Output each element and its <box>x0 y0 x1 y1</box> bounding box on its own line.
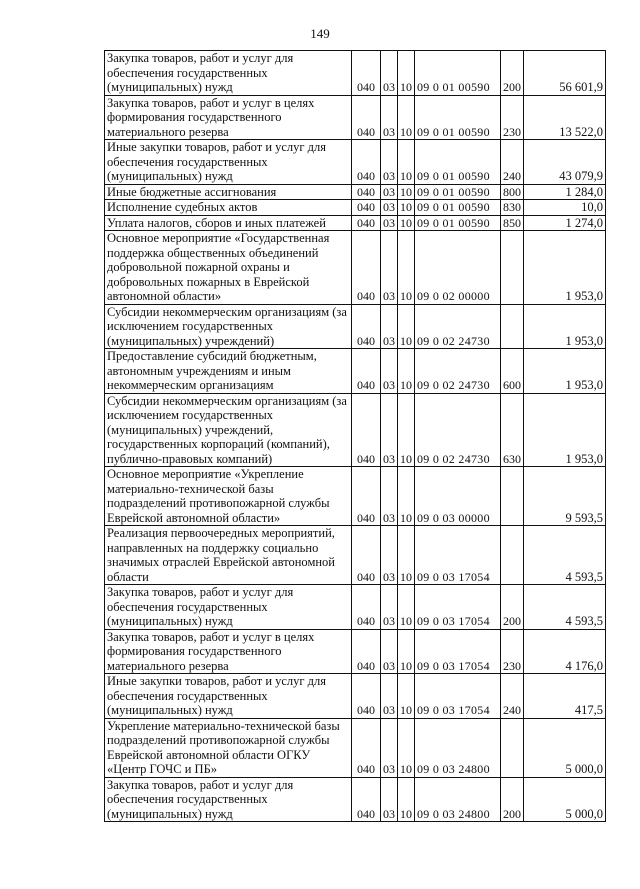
code-subsection: 10 <box>398 467 415 526</box>
page-number: 149 <box>310 26 330 41</box>
code-expense-type <box>501 718 524 777</box>
table-row <box>105 95 606 140</box>
code-target-article: 09 0 03 24800 <box>415 718 501 777</box>
amount: 1 953,0 <box>524 304 606 349</box>
code-grbs: 040 <box>352 51 381 96</box>
item-name: Субсидии некоммерческим организациям (за исключением государственных (муниципальных) учреждений) <box>105 304 352 349</box>
code-expense-type: 800 <box>501 184 524 200</box>
amount: 10,0 <box>524 200 606 216</box>
code-grbs: 040 <box>352 777 381 822</box>
code-target-article: 09 0 01 00590 <box>415 215 501 231</box>
item-name: Иные закупки товаров, работ и услуг для обеспечения государственных (муниципальных) нужд <box>105 140 352 185</box>
code-expense-type <box>501 304 524 349</box>
amount: 4 176,0 <box>524 629 606 674</box>
table-row <box>105 304 606 349</box>
item-name: Иные закупки товаров, работ и услуг для обеспечения государственных (муниципальных) нужд <box>105 674 352 719</box>
table-row <box>105 777 606 822</box>
code-grbs: 040 <box>352 629 381 674</box>
item-name: Закупка товаров, работ и услуг в целях формирования государственного материального резерва <box>105 629 352 674</box>
code-grbs: 040 <box>352 231 381 305</box>
amount: 43 079,9 <box>524 140 606 185</box>
code-target-article: 09 0 01 00590 <box>415 95 501 140</box>
amount: 1 953,0 <box>524 393 606 467</box>
amount: 1 953,0 <box>524 349 606 394</box>
code-section: 03 <box>381 304 398 349</box>
code-subsection: 10 <box>398 674 415 719</box>
table-row <box>105 349 606 394</box>
item-name: Укрепление материально-технической базы подразделений противопожарной службы Еврейской автономной области ОГКУ «Центр ГОЧС и ПБ» <box>105 718 352 777</box>
code-grbs: 040 <box>352 393 381 467</box>
code-target-article: 09 0 03 17054 <box>415 674 501 719</box>
code-target-article: 09 0 01 00590 <box>415 184 501 200</box>
amount: 4 593,5 <box>524 526 606 585</box>
code-target-article: 09 0 03 17054 <box>415 526 501 585</box>
code-section: 03 <box>381 200 398 216</box>
code-section: 03 <box>381 467 398 526</box>
table-row <box>105 215 606 231</box>
code-target-article: 09 0 02 24730 <box>415 304 501 349</box>
code-grbs: 040 <box>352 215 381 231</box>
code-target-article: 09 0 02 00000 <box>415 231 501 305</box>
code-subsection: 10 <box>398 777 415 822</box>
code-subsection: 10 <box>398 95 415 140</box>
code-subsection: 10 <box>398 51 415 96</box>
table-row <box>105 140 606 185</box>
code-subsection: 10 <box>398 585 415 630</box>
code-expense-type: 200 <box>501 585 524 630</box>
code-section: 03 <box>381 215 398 231</box>
code-subsection: 10 <box>398 304 415 349</box>
amount: 5 000,0 <box>524 777 606 822</box>
table-row <box>105 629 606 674</box>
code-subsection: 10 <box>398 349 415 394</box>
code-section: 03 <box>381 140 398 185</box>
budget-table <box>104 50 606 822</box>
item-name: Основное мероприятие «Государственная поддержка общественных объединений добровольной пожарной охраны и добровольных пожарных в Еврейской автономной области» <box>105 231 352 305</box>
code-target-article: 09 0 03 17054 <box>415 585 501 630</box>
item-name: Исполнение судебных актов <box>105 200 352 216</box>
code-section: 03 <box>381 349 398 394</box>
code-expense-type <box>501 526 524 585</box>
code-subsection: 10 <box>398 718 415 777</box>
code-section: 03 <box>381 184 398 200</box>
code-target-article: 09 0 01 00590 <box>415 200 501 216</box>
table-row <box>105 467 606 526</box>
item-name: Закупка товаров, работ и услуг для обеспечения государственных (муниципальных) нужд <box>105 585 352 630</box>
code-subsection: 10 <box>398 200 415 216</box>
code-section: 03 <box>381 718 398 777</box>
amount: 1 284,0 <box>524 184 606 200</box>
item-name: Основное мероприятие «Укрепление материально-технической базы подразделений противопожарной службы Еврейской автономной области» <box>105 467 352 526</box>
code-grbs: 040 <box>352 349 381 394</box>
table-body <box>105 51 606 822</box>
table-row <box>105 51 606 96</box>
code-target-article: 09 0 01 00590 <box>415 51 501 96</box>
table-row <box>105 393 606 467</box>
table-row <box>105 231 606 305</box>
code-subsection: 10 <box>398 184 415 200</box>
table-row <box>105 718 606 777</box>
code-expense-type <box>501 231 524 305</box>
amount: 4 593,5 <box>524 585 606 630</box>
amount: 9 593,5 <box>524 467 606 526</box>
code-section: 03 <box>381 777 398 822</box>
item-name: Закупка товаров, работ и услуг в целях формирования государственного материального резерва <box>105 95 352 140</box>
code-expense-type: 200 <box>501 777 524 822</box>
code-section: 03 <box>381 231 398 305</box>
item-name: Субсидии некоммерческим организациям (за исключением государственных (муниципальных) учреждений, государственных корпораций (компаний), публично-правовых компаний) <box>105 393 352 467</box>
code-expense-type: 850 <box>501 215 524 231</box>
code-section: 03 <box>381 629 398 674</box>
code-grbs: 040 <box>352 140 381 185</box>
amount: 13 522,0 <box>524 95 606 140</box>
code-grbs: 040 <box>352 184 381 200</box>
code-grbs: 040 <box>352 585 381 630</box>
item-name: Предоставление субсидий бюджетным, автономным учреждениям и иным некоммерческим организациям <box>105 349 352 394</box>
code-target-article: 09 0 03 17054 <box>415 629 501 674</box>
code-section: 03 <box>381 526 398 585</box>
code-grbs: 040 <box>352 304 381 349</box>
code-expense-type: 200 <box>501 51 524 96</box>
code-section: 03 <box>381 51 398 96</box>
code-target-article: 09 0 03 00000 <box>415 467 501 526</box>
code-grbs: 040 <box>352 95 381 140</box>
code-expense-type: 230 <box>501 629 524 674</box>
code-section: 03 <box>381 393 398 467</box>
table-row <box>105 184 606 200</box>
code-target-article: 09 0 02 24730 <box>415 393 501 467</box>
code-target-article: 09 0 02 24730 <box>415 349 501 394</box>
code-subsection: 10 <box>398 140 415 185</box>
code-grbs: 040 <box>352 674 381 719</box>
code-grbs: 040 <box>352 526 381 585</box>
code-subsection: 10 <box>398 231 415 305</box>
code-target-article: 09 0 01 00590 <box>415 140 501 185</box>
table-row <box>105 585 606 630</box>
code-grbs: 040 <box>352 718 381 777</box>
amount: 56 601,9 <box>524 51 606 96</box>
code-expense-type: 630 <box>501 393 524 467</box>
item-name: Иные бюджетные ассигнования <box>105 184 352 200</box>
code-subsection: 10 <box>398 393 415 467</box>
code-subsection: 10 <box>398 215 415 231</box>
code-expense-type: 600 <box>501 349 524 394</box>
code-grbs: 040 <box>352 200 381 216</box>
code-section: 03 <box>381 585 398 630</box>
item-name: Уплата налогов, сборов и иных платежей <box>105 215 352 231</box>
amount: 1 274,0 <box>524 215 606 231</box>
code-expense-type: 830 <box>501 200 524 216</box>
table-row <box>105 674 606 719</box>
code-section: 03 <box>381 674 398 719</box>
code-expense-type: 230 <box>501 95 524 140</box>
code-expense-type: 240 <box>501 140 524 185</box>
amount: 417,5 <box>524 674 606 719</box>
amount: 1 953,0 <box>524 231 606 305</box>
code-section: 03 <box>381 95 398 140</box>
code-expense-type: 240 <box>501 674 524 719</box>
amount: 5 000,0 <box>524 718 606 777</box>
table-row <box>105 526 606 585</box>
code-expense-type <box>501 467 524 526</box>
table-row <box>105 200 606 216</box>
code-grbs: 040 <box>352 467 381 526</box>
item-name: Закупка товаров, работ и услуг для обеспечения государственных (муниципальных) нужд <box>105 51 352 96</box>
item-name: Реализация первоочередных мероприятий, направленных на поддержку социально значимых отраслей Еврейской автономной области <box>105 526 352 585</box>
item-name: Закупка товаров, работ и услуг для обеспечения государственных (муниципальных) нужд <box>105 777 352 822</box>
code-subsection: 10 <box>398 526 415 585</box>
code-subsection: 10 <box>398 629 415 674</box>
code-target-article: 09 0 03 24800 <box>415 777 501 822</box>
